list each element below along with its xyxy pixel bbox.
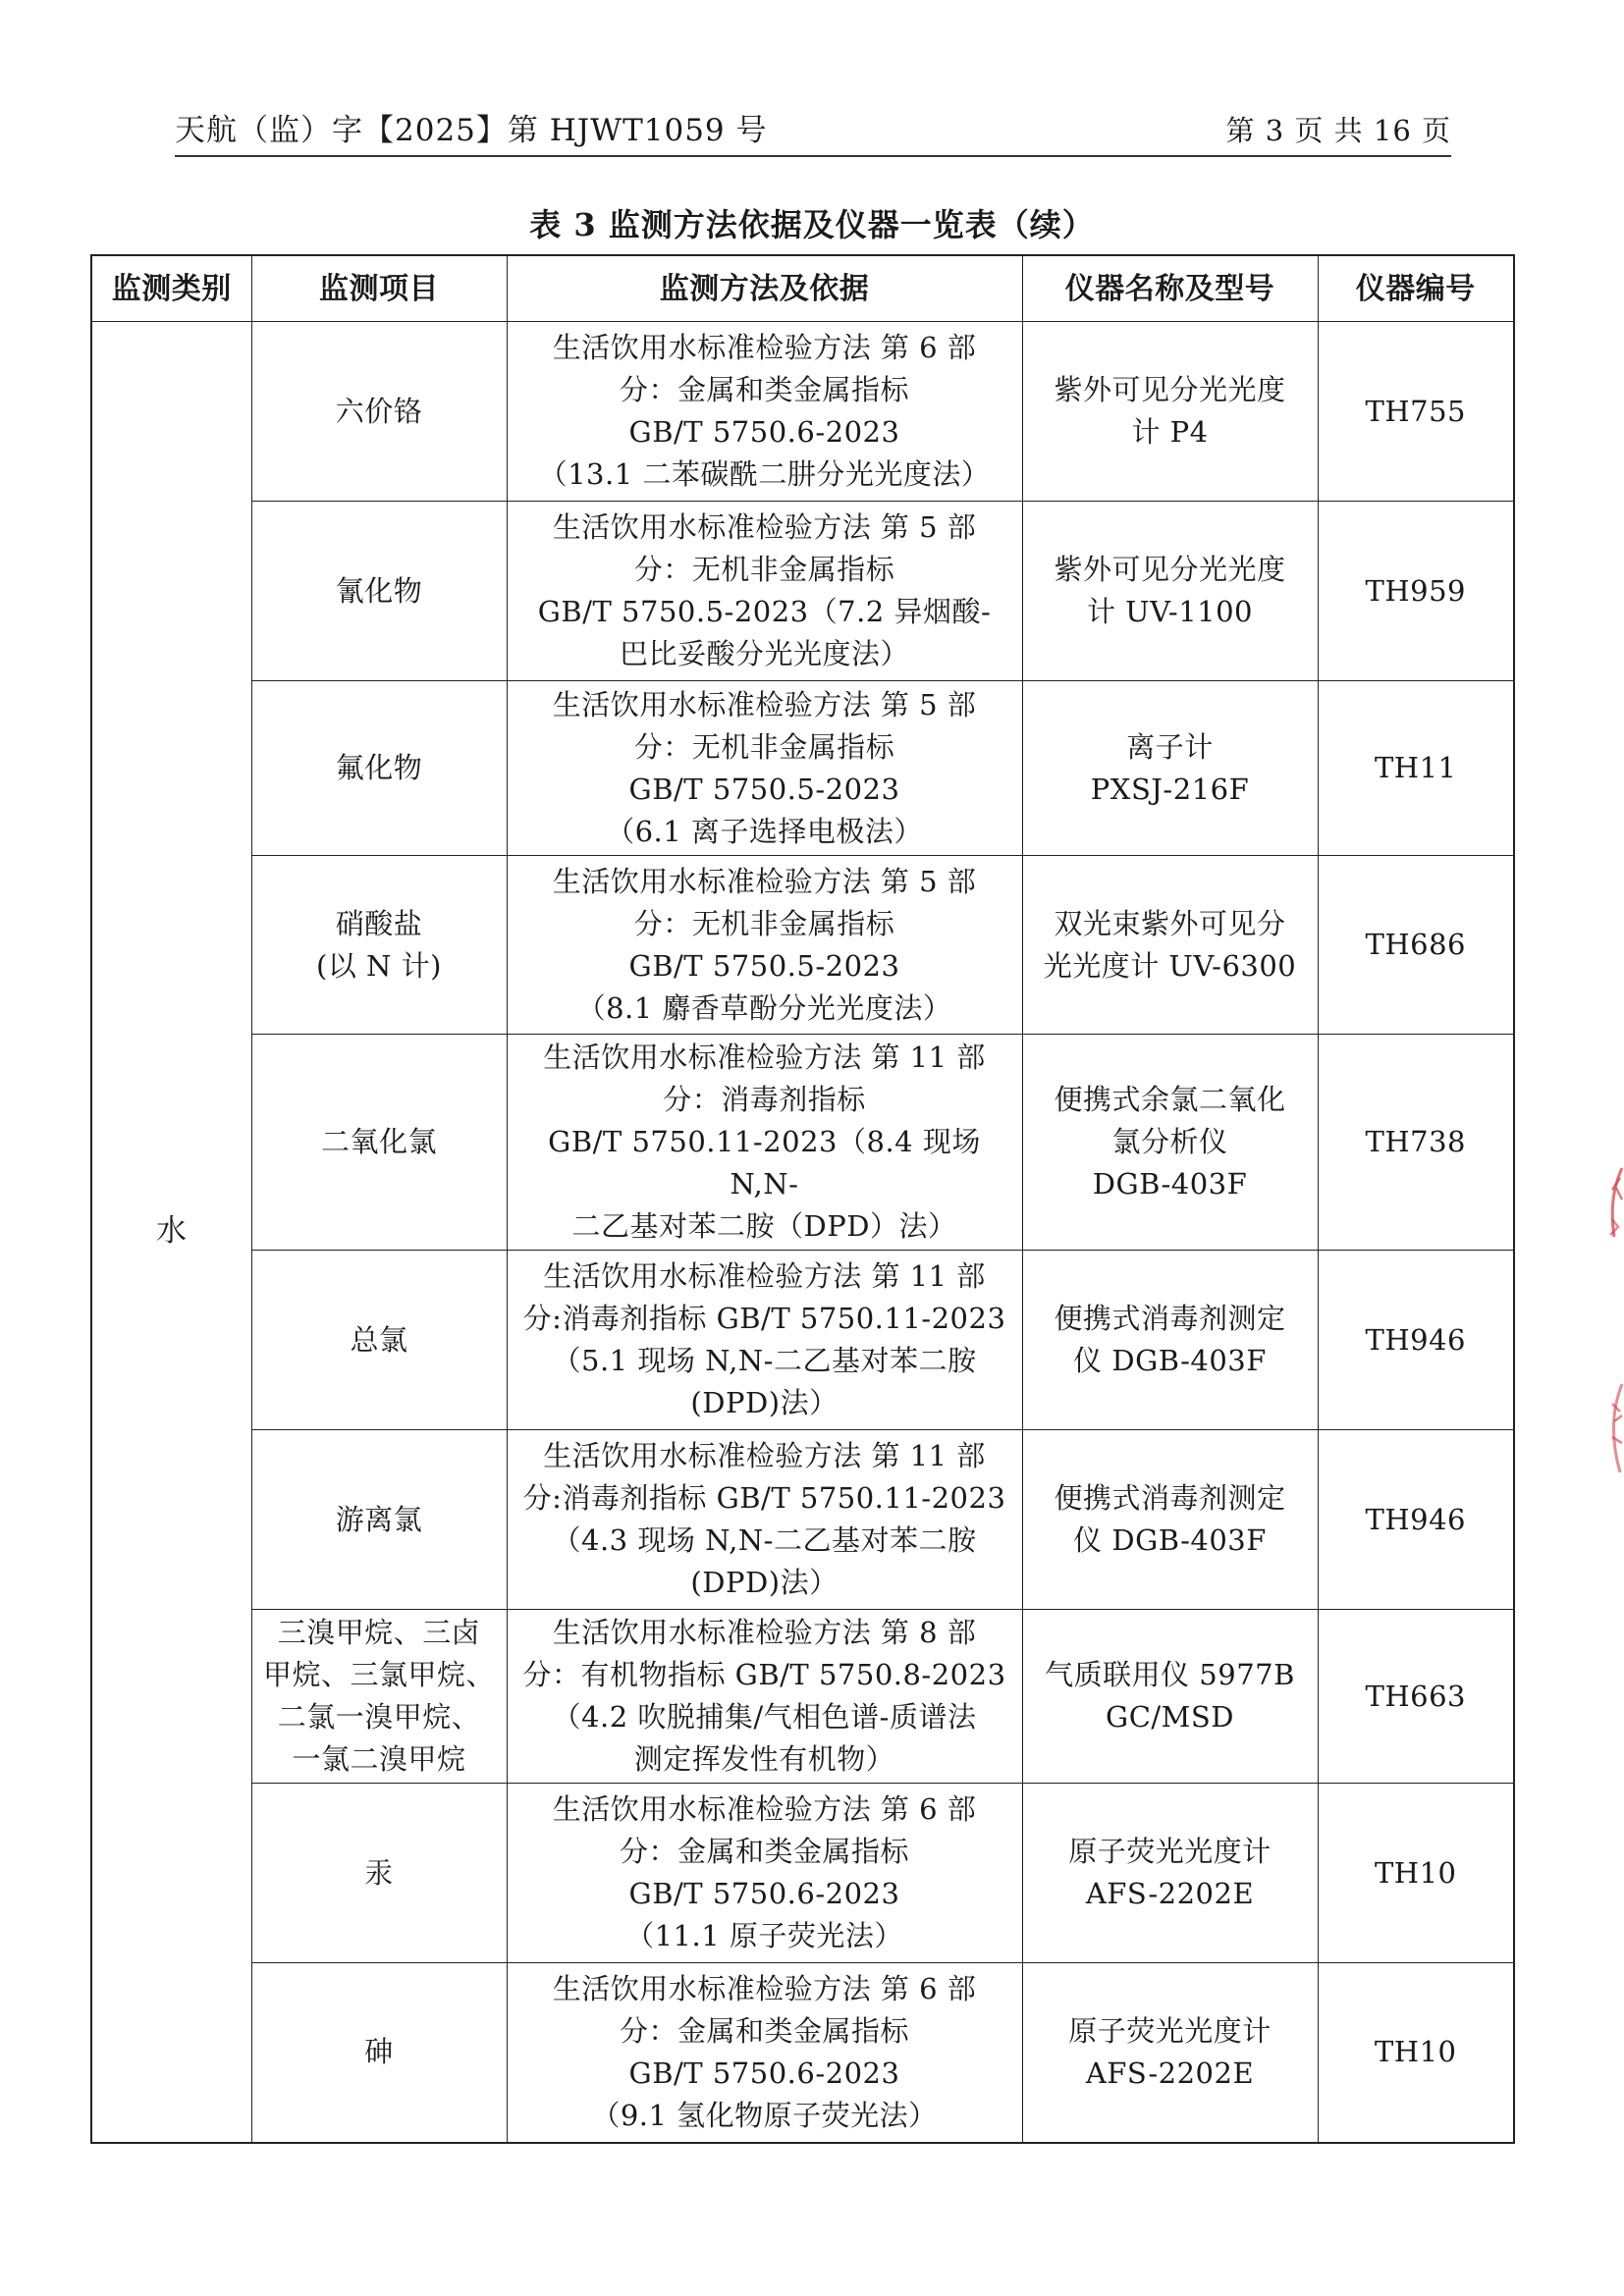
number-cell: TH755: [1318, 322, 1514, 502]
item-cell: 总氯: [251, 1251, 507, 1430]
document-number: 天航（监）字【2025】第 HJWT1059 号: [175, 113, 768, 148]
seal-stamp-edge: [1595, 1158, 1624, 1482]
number-cell: TH946: [1318, 1251, 1514, 1430]
method-cell: 生活饮用水标准检验方法 第 6 部 分：金属和类金属指标 GB/T 5750.6-2023 （11.1 原子荧光法）: [507, 1784, 1022, 1963]
method-cell: 生活饮用水标准检验方法 第 5 部 分：无机非金属指标 GB/T 5750.5-2023 （8.1 麝香草酚分光光度法）: [507, 856, 1022, 1035]
table-row: [91, 1430, 1514, 1610]
instrument-cell: 原子荧光光度计 AFS-2202E: [1022, 1784, 1318, 1963]
instrument-cell: 便携式余氯二氧化 氯分析仪 DGB-403F: [1022, 1035, 1318, 1251]
table-row: [91, 1963, 1514, 2143]
item-cell: 二氧化氯: [251, 1035, 507, 1251]
methods-table: [90, 254, 1515, 2144]
table-row: [91, 322, 1514, 502]
number-cell: TH11: [1318, 681, 1514, 856]
category-cell: 水: [91, 322, 251, 2143]
item-cell: 硝酸盐 (以 N 计): [251, 856, 507, 1035]
method-cell: 生活饮用水标准检验方法 第 11 部 分：消毒剂指标 GB/T 5750.11-2023（8.4 现场 N,N- 二乙基对苯二胺（DPD）法）: [507, 1035, 1022, 1251]
header-method: 监测方法及依据: [507, 255, 1022, 322]
table-row: [91, 1251, 1514, 1430]
table-row: [91, 1784, 1514, 1963]
table-header-row: [91, 255, 1514, 322]
number-cell: TH959: [1318, 502, 1514, 681]
instrument-cell: 原子荧光光度计 AFS-2202E: [1022, 1963, 1318, 2143]
method-cell: 生活饮用水标准检验方法 第 6 部 分：金属和类金属指标 GB/T 5750.6-2023 （13.1 二苯碳酰二肼分光光度法）: [507, 322, 1022, 502]
instrument-cell: 离子计 PXSJ-216F: [1022, 681, 1318, 856]
instrument-cell: 气质联用仪 5977B GC/MSD: [1022, 1610, 1318, 1784]
item-cell: 汞: [251, 1784, 507, 1963]
method-cell: 生活饮用水标准检验方法 第 6 部 分：金属和类金属指标 GB/T 5750.6-2023 （9.1 氢化物原子荧光法）: [507, 1963, 1022, 2143]
table-row: [91, 1035, 1514, 1251]
item-cell: 游离氯: [251, 1430, 507, 1610]
instrument-cell: 双光束紫外可见分 光光度计 UV-6300: [1022, 856, 1318, 1035]
table-row: [91, 856, 1514, 1035]
header-instrument: 仪器名称及型号: [1022, 255, 1318, 322]
item-cell: 三溴甲烷、三卤 甲烷、三氯甲烷、 二氯一溴甲烷、 一氯二溴甲烷: [251, 1610, 507, 1784]
number-cell: TH10: [1318, 1784, 1514, 1963]
number-cell: TH946: [1318, 1430, 1514, 1610]
item-cell: 氟化物: [251, 681, 507, 856]
item-cell: 砷: [251, 1963, 507, 2143]
table-caption: 表 3 监测方法依据及仪器一览表（续）: [529, 206, 1095, 243]
method-cell: 生活饮用水标准检验方法 第 5 部 分：无机非金属指标 GB/T 5750.5-2023 （6.1 离子选择电极法）: [507, 681, 1022, 856]
item-cell: 氰化物: [251, 502, 507, 681]
table-row: [91, 502, 1514, 681]
number-cell: TH686: [1318, 856, 1514, 1035]
method-cell: 生活饮用水标准检验方法 第 8 部 分：有机物指标 GB/T 5750.8-2023 （4.2 吹脱捕集/气相色谱-质谱法 测定挥发性有机物）: [507, 1610, 1022, 1784]
method-cell: 生活饮用水标准检验方法 第 5 部 分：无机非金属指标 GB/T 5750.5-2023（7.2 异烟酸- 巴比妥酸分光光度法）: [507, 502, 1022, 681]
number-cell: TH10: [1318, 1963, 1514, 2143]
table-row: [91, 1610, 1514, 1784]
header-number: 仪器编号: [1318, 255, 1514, 322]
header-category: 监测类别: [91, 255, 251, 322]
instrument-cell: 便携式消毒剂测定 仪 DGB-403F: [1022, 1251, 1318, 1430]
method-cell: 生活饮用水标准检验方法 第 11 部 分:消毒剂指标 GB/T 5750.11-2023 （5.1 现场 N,N-二乙基对苯二胺 (DPD)法）: [507, 1251, 1022, 1430]
number-cell: TH738: [1318, 1035, 1514, 1251]
instrument-cell: 紫外可见分光光度 计 P4: [1022, 322, 1318, 502]
method-cell: 生活饮用水标准检验方法 第 11 部 分:消毒剂指标 GB/T 5750.11-2023 （4.3 现场 N,N-二乙基对苯二胺 (DPD)法）: [507, 1430, 1022, 1610]
item-cell: 六价铬: [251, 322, 507, 502]
instrument-cell: 便携式消毒剂测定 仪 DGB-403F: [1022, 1430, 1318, 1610]
page-header: [175, 108, 1451, 157]
number-cell: TH663: [1318, 1610, 1514, 1784]
instrument-cell: 紫外可见分光光度 计 UV-1100: [1022, 502, 1318, 681]
table-row: [91, 681, 1514, 856]
page-number: 第 3 页 共 16 页: [1225, 114, 1451, 147]
header-item: 监测项目: [251, 255, 507, 322]
